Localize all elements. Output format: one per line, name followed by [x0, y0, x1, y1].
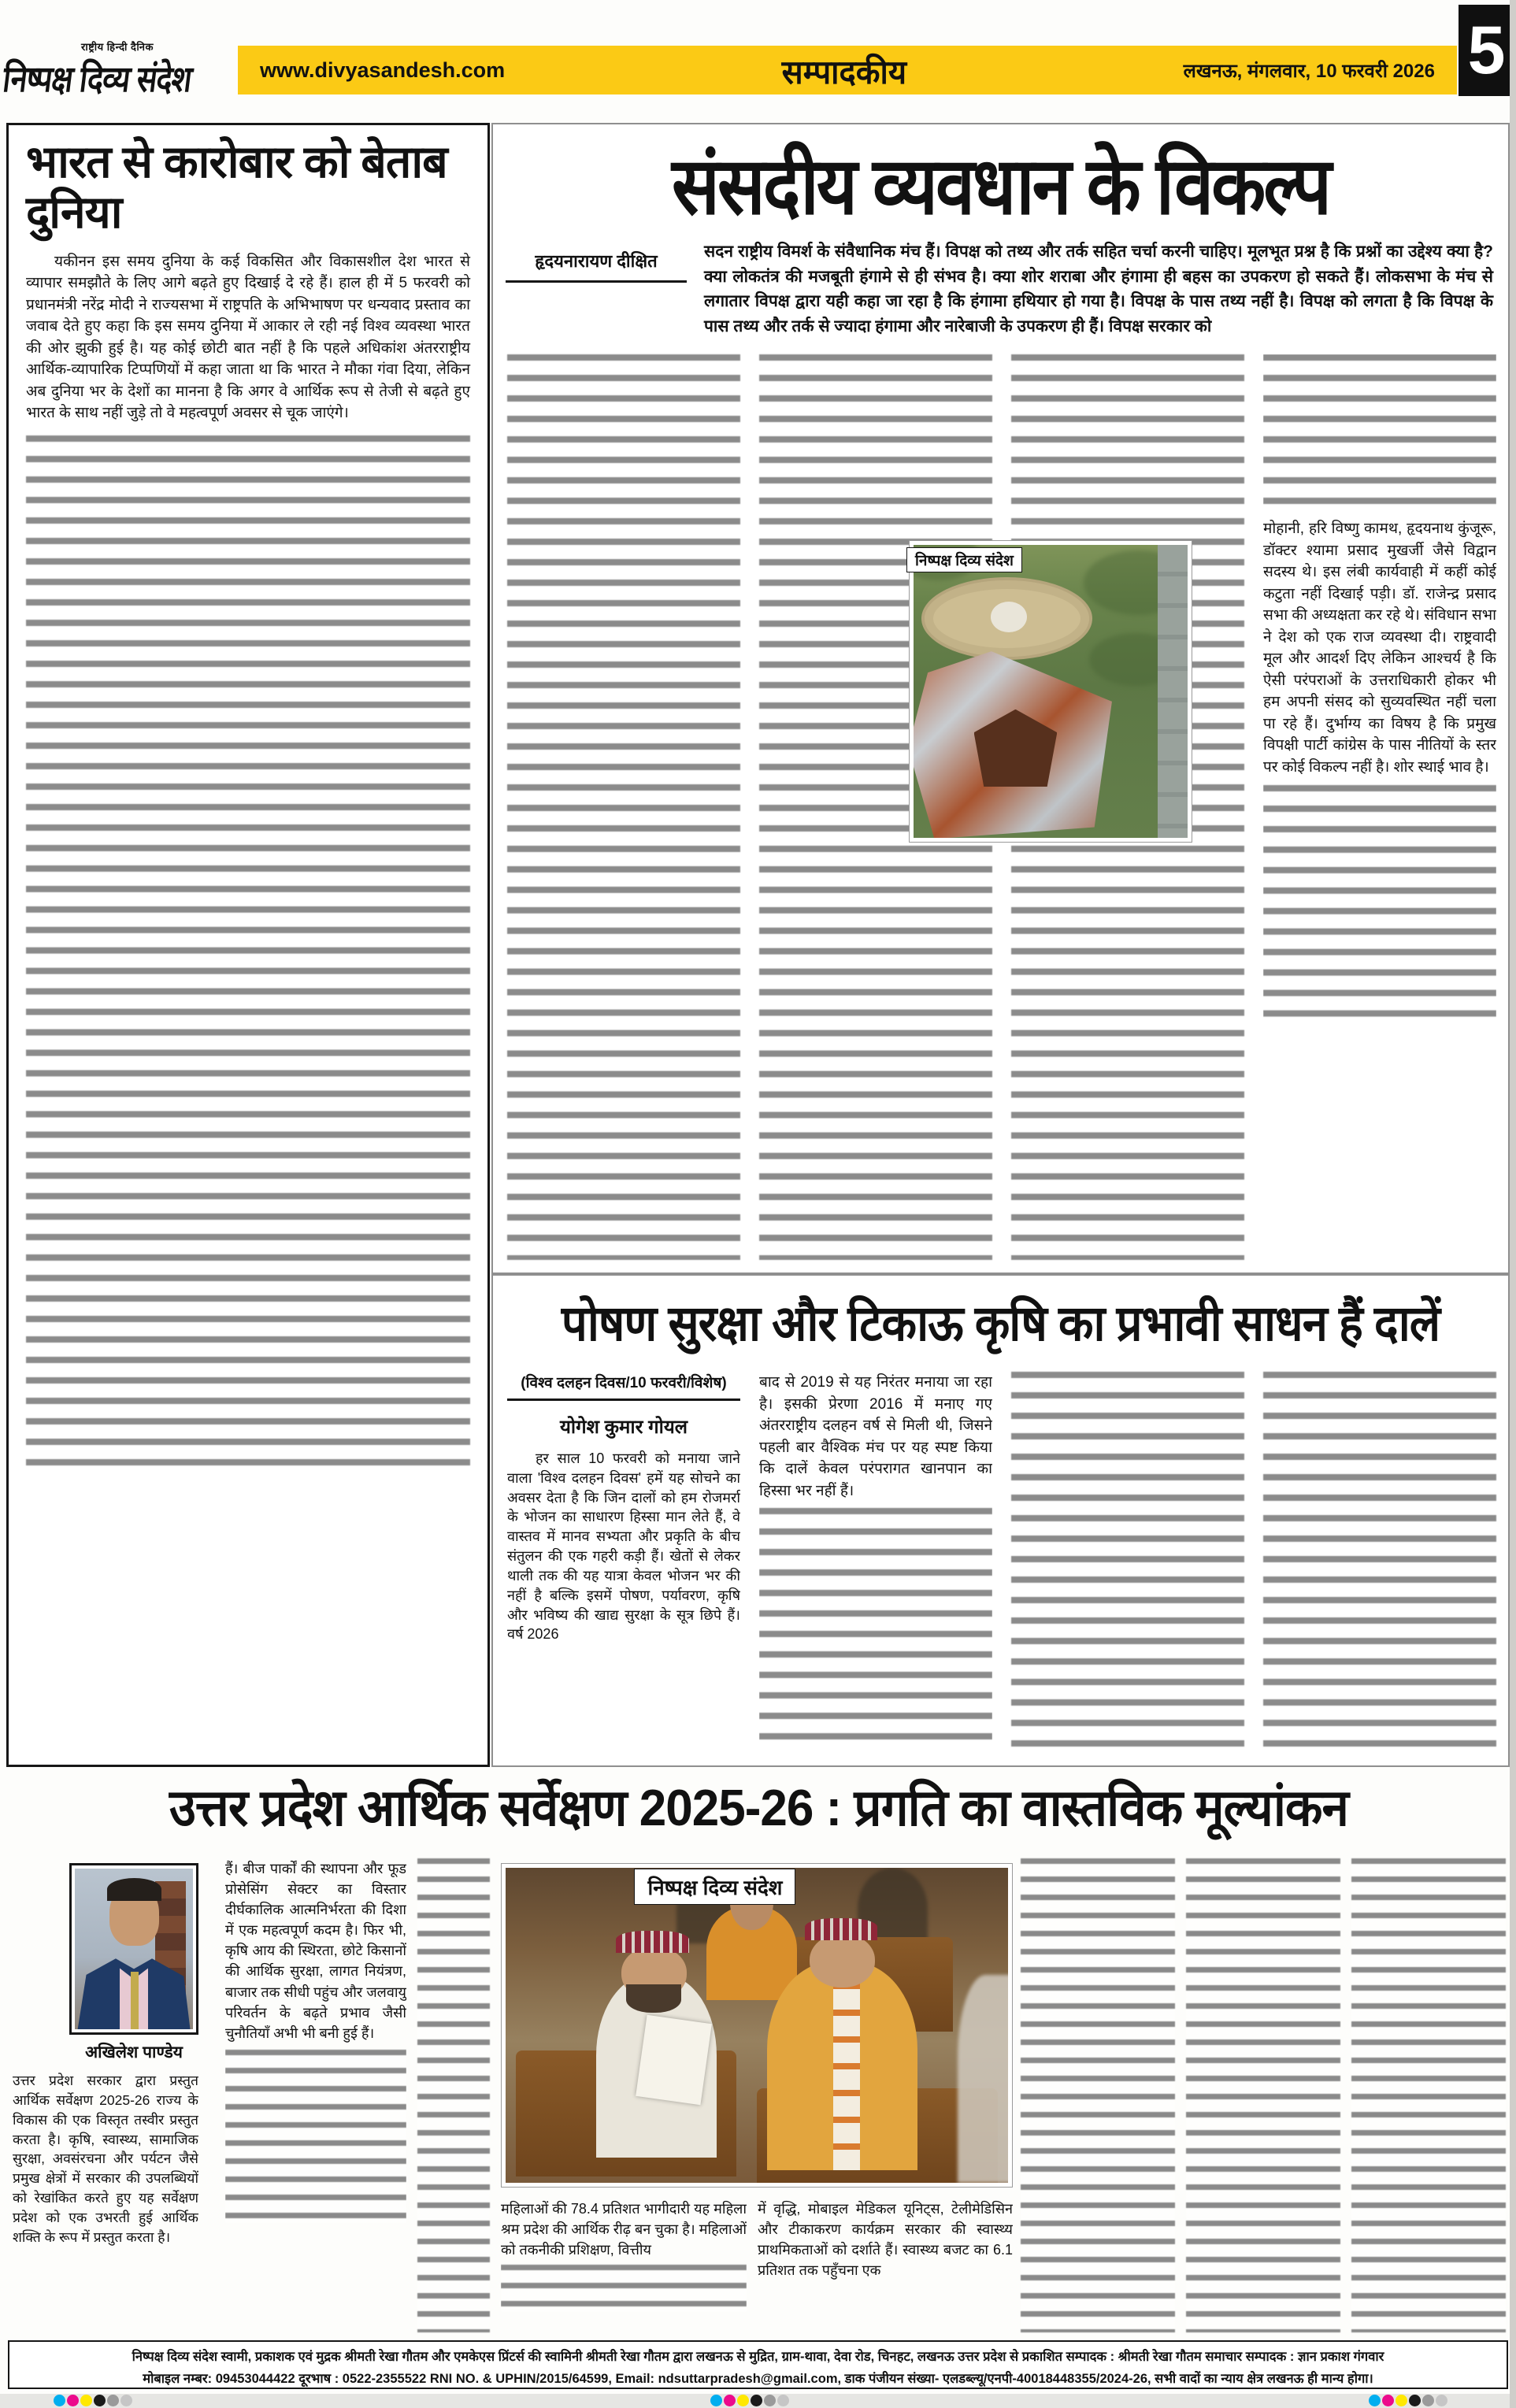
article-parliament [491, 123, 1510, 1274]
pulses-byline: योगेश कुमार गोयल [559, 1417, 688, 1438]
tie-shape [131, 1972, 139, 2029]
survey-column-6 [1186, 1858, 1340, 2332]
minister-saffron-robe [767, 1962, 917, 2170]
survey-column-5 [1021, 1858, 1175, 2332]
cmyk-registration-marks [1369, 2395, 1449, 2406]
survey-headline: उत्तर प्रदेश आर्थिक सर्वेक्षण 2025-26 : प्रगति का वास्तविक मूल्यांकन [169, 1780, 1348, 1837]
assembly-photo [501, 1863, 1013, 2188]
beard-shape [626, 1984, 681, 2013]
masthead-logo [0, 39, 236, 112]
pulses-headline: पोषण सुरक्षा और टिकाऊ कृषि का प्रभावी साधन हैं दालें [561, 1295, 1440, 1351]
author-name: अखिलेश पाण्डेय [85, 2043, 183, 2062]
pulses-column-4 [1263, 1372, 1496, 1753]
parliament-column-1 [507, 354, 740, 1260]
himachali-cap [805, 1918, 878, 1940]
article-pulses [491, 1274, 1510, 1767]
pulses-column-2-continued [759, 1508, 992, 1744]
survey-below-photo-right [758, 2199, 1013, 2332]
figure-right-edge [958, 1975, 1008, 2183]
website-url: www.divyasandesh.com [260, 57, 506, 82]
survey-column-3 [417, 1858, 490, 2332]
survey-column-1-text: उत्तर प्रदेश सरकार द्वारा प्रस्तुत आर्थिक सर्वेक्षण 2025-26 राज्य के विकास की एक विस्तृत तस्वीर प्रस्तुत करता है। कृषि, स्वास्थ्य, सामाजिक सुरक्षा, अवसंरचना और पर्यटन जैसे प्रमुख क्षेत्रों में सरकार की उपलब्धियों को रेखांकित करते हुए यह सर्वेक्षण प्रदेश को एक उभरती हुई आर्थिक शक्ति के रूप में प्रस्तुत करता है। [13, 2073, 198, 2245]
parliament-column-4-top [1263, 354, 1496, 512]
survey-column-7 [1351, 1858, 1506, 2332]
page-number: 5 [1459, 5, 1514, 96]
masthead-tagline: राष्ट्रीय हिन्दी दैनिक [81, 41, 154, 53]
survey-below-right-text: में वृद्धि, मोबाइल मेडिकल यूनिट्स, टेलीमेडिसिन और टीकाकरण कार्यक्रम सरकार की स्वास्थ्य प्राथमिकताओं को दर्शाते हैं। स्वास्थ्य बजट का 6.1 प्रतिशत तक पहुँचना एक [758, 2201, 1013, 2279]
survey-column-2 [225, 1858, 406, 2332]
parliament-aerial-image [914, 545, 1188, 838]
photo-watermark-label: निष्पक्ष दिव्य संदेश [634, 1869, 795, 1905]
survey-below-left-text: महिलाओं की 78.4 प्रतिशत भागीदारी यह महिला श्रम प्रदेश की आर्थिक रीढ़ बन चुका है। महिलाओं को तकनीकी प्रशिक्षण, वित्तीय [501, 2201, 747, 2258]
imprint-line-2: मोबाइल नम्बर: 09453044422 दूरभाष : 0522-2355522 RNI NO. & UPHIN/2015/64599, Email: ndsuttarpradesh@gmail.com, डाक पंजीयन संख्या- एलडब्ल्यू/एनपी-40018448355/2024-26, सभी वादों का न्याय क्षेत्र लखनऊ ही मान्य होगा। [143, 2372, 1373, 2386]
imprint-box [8, 2340, 1508, 2389]
pulses-column-1 [507, 1372, 740, 1753]
pulses-column-3 [1011, 1372, 1244, 1753]
cmyk-registration-marks [54, 2395, 134, 2406]
parliament-column-4 [1263, 354, 1496, 1260]
article-trade [6, 123, 490, 1767]
parliament-intro: सदन राष्ट्रीय विमर्श के संवैधानिक मंच हैं। विपक्ष को तथ्य और तर्क सहित चर्चा करनी चाहिए। मूलभूत प्रश्न है कि प्रश्नों का उद्देश्य क्या है? क्या लोकतंत्र की मजबूती हंगामे से ही संभव है। क्या शोर शराबा और हंगामा ही बहस का उपकरण हो सकते हैं। लोकसभा के मंच से लगातार विपक्ष द्वारा यही कहा जा रहा है कि हंगामा हथियार हो गया है। विपक्ष के पास तथ्य नहीं है। विपक्ष को लगता है कि विपक्ष के पास तथ्य और तर्क से ज्यादा हंगामा और नारेबाजी के उपकरण ही हैं। विपक्ष सरकार को [704, 243, 1493, 335]
survey-column-2-continued [225, 2050, 406, 2223]
parliament-byline: हृदयनारायण दीक्षित [506, 249, 687, 283]
editorial-topbar [238, 46, 1457, 94]
new-parliament-building [914, 647, 1127, 838]
scarf-shape [833, 1962, 860, 2170]
himachali-cap [616, 1931, 689, 1953]
dateline: लखनऊ, मंगलवार, 10 फरवरी 2026 [1183, 60, 1435, 82]
scan-edge-shadow [1510, 0, 1516, 2408]
parliament-column-4-bottom [1263, 785, 1496, 1021]
imprint-line-1: निष्पक्ष दिव्य संदेश स्वामी, प्रकाशक एवं मुद्रक श्रीमती रेखा गौतम और एमकेएस प्रिंटर्स की स्वामिनी श्रीमती रेखा गौतम द्वारा लखनऊ से मुद्रित, ग्राम-थावा, देवा रोड, चिनहट, लखनऊ उत्तर प्रदेश से प्रकाशित सम्पादक : श्रीमती रेखा गौतम समाचार सम्पादक : ज्ञान प्रकाश गंगवार [132, 2350, 1384, 2364]
section-title: सम्पादकीय [781, 54, 907, 91]
survey-below-left-continued [501, 2265, 747, 2312]
author-portrait-image [75, 1869, 193, 2029]
pulses-kicker: (विश्व दलहन दिवस/10 फरवरी/विशेष) [507, 1372, 740, 1401]
cmyk-registration-marks [710, 2395, 791, 2406]
masthead-title: निष्पक्ष दिव्य संदेश [0, 60, 194, 100]
trade-headline: भारत से कारोबार को बेताब दुनिया [26, 137, 447, 238]
minister-behind [706, 1906, 797, 2000]
parliament-photo [909, 540, 1192, 843]
parliament-headline: संसदीय व्यवधान के विकल्प [672, 143, 1329, 232]
photo-watermark-label: निष्पक्ष दिव्य संदेश [906, 547, 1022, 572]
courtyard-shape [974, 709, 1058, 787]
assembly-session-image [506, 1868, 1008, 2183]
old-parliament-building [921, 577, 1092, 660]
pulses-column-2-text: बाद से 2019 से यह निरंतर मनाया जा रहा है। इसकी प्रेरणा 2016 में मनाए गए अंतरराष्ट्रीय दलहन वर्ष से मिली थी, जिसने पहली बार वैश्विक मंच पर यह स्पष्ट किया कि दालें केवल परंपरागत खानपान का हिस्सा भर नहीं हैं। [759, 1374, 992, 1499]
survey-below-photo-left [501, 2199, 747, 2332]
print-registration-strip [0, 2394, 1516, 2408]
trade-body: यकीनन इस समय दुनिया के कई विकसित और विकासशील देश भारत से व्यापार समझौते के लिए आगे बढ़ते हुए दिखाई दे रहे हैं। हाल ही में 5 फरवरी को प्रधानमंत्री नरेंद्र मोदी ने राज्यसभा में राष्ट्रपति के अभिभाषण पर धन्यवाद प्रस्ताव का जवाब देते हुए कहा कि इस समय दुनिया में आकार ले रही नई विश्व व्यवस्था भारत की ओर झुकी हुई है। यह कोई छोटी बात नहीं है कि पहले अधिकांश अंतरराष्ट्रीय आर्थिक-व्यापारिक टिप्पणियों में कहा जाता था कि भारत ने मौका गंवा दिया, लेकिन अब दुनिया भर के देशों का मानना है कि अगर वे आर्थिक रूप से तेजी से बढ़ते हुए भारत के साथ नहीं जुड़े तो वे महत्वपूर्ण अवसर से चूक जाएंगे। [26, 253, 470, 422]
parliament-column-4-text: मोहानी, हरि विष्णु कामथ, हृदयनाथ कुंजूरू, डॉक्टर श्यामा प्रसाद मुखर्जी जैसे विद्वान सदस्य थे। इस लंबी कार्यवाही में कहीं कोई कटुता नहीं दिखाई पड़ी। डॉ. राजेन्द्र प्रसाद सभा की अध्यक्षता कर रहे थे। संविधान सभा ने देश को एक राज व्यवस्था दी। राष्ट्रवादी मूल और आदर्श दिए लेकिन आश्चर्य है कि ऐसी परंपराओं के उत्तराधिकारी होकर भी हम अपनी संसद को सुव्यवस्थित नहीं चला पा रहे हैं। दुर्भाग्य का विषय है कि प्रमुख विपक्षी पार्टी कांग्रेस के पास नीतियों के स्तर पर कोई विकल्प नहीं है। शोर स्थाई भाव है। [1263, 520, 1496, 776]
face-shape [810, 1934, 875, 1988]
survey-column-2-text: हैं। बीज पार्कों की स्थापना और फूड प्रोसेसिंग सेक्टर का विस्तार दीर्घकालिक आत्मनिर्भरता की दिशा में एक महत्वपूर्ण कदम है। फिर भी, कृषि आय की स्थिरता, छोटे किसानों की आर्थिक सुरक्षा, लागत नियंत्रण, बाजार तक सीधी पहुंच और जलवायु परिवर्तन के बढ़ते प्रभाव जैसी चुनौतियाँ अभी भी बनी हुई हैं। [225, 1861, 406, 2041]
pulses-column-2 [759, 1372, 992, 1753]
pulses-column-1-text: हर साल 10 फरवरी को मनाया जाने वाला 'विश्व दलहन दिवस' हमें यह सोचने का अवसर देता है कि जिन दालों को हम रोजमर्रा के भोजन का साधारण हिस्सा मान लेते हैं, वे वास्तव में मानव सभ्यता और प्रकृति के बीच संतुलन की एक गहरी कड़ी हैं। खेतों से लेकर थाली तक की यह यात्रा केवल भोजन भर की नहीं है बल्कि इसमें पोषण, पर्यावरण, कृषि और भविष्य की खाद्य सुरक्षा के सूत्र छिपे हैं। वर्ष 2026 [507, 1450, 740, 1643]
road-strip [1158, 545, 1188, 838]
document-paper [636, 2015, 712, 2106]
author-photo [69, 1863, 198, 2035]
hair-shape [107, 1878, 161, 1901]
trade-body-continued [26, 435, 470, 1467]
